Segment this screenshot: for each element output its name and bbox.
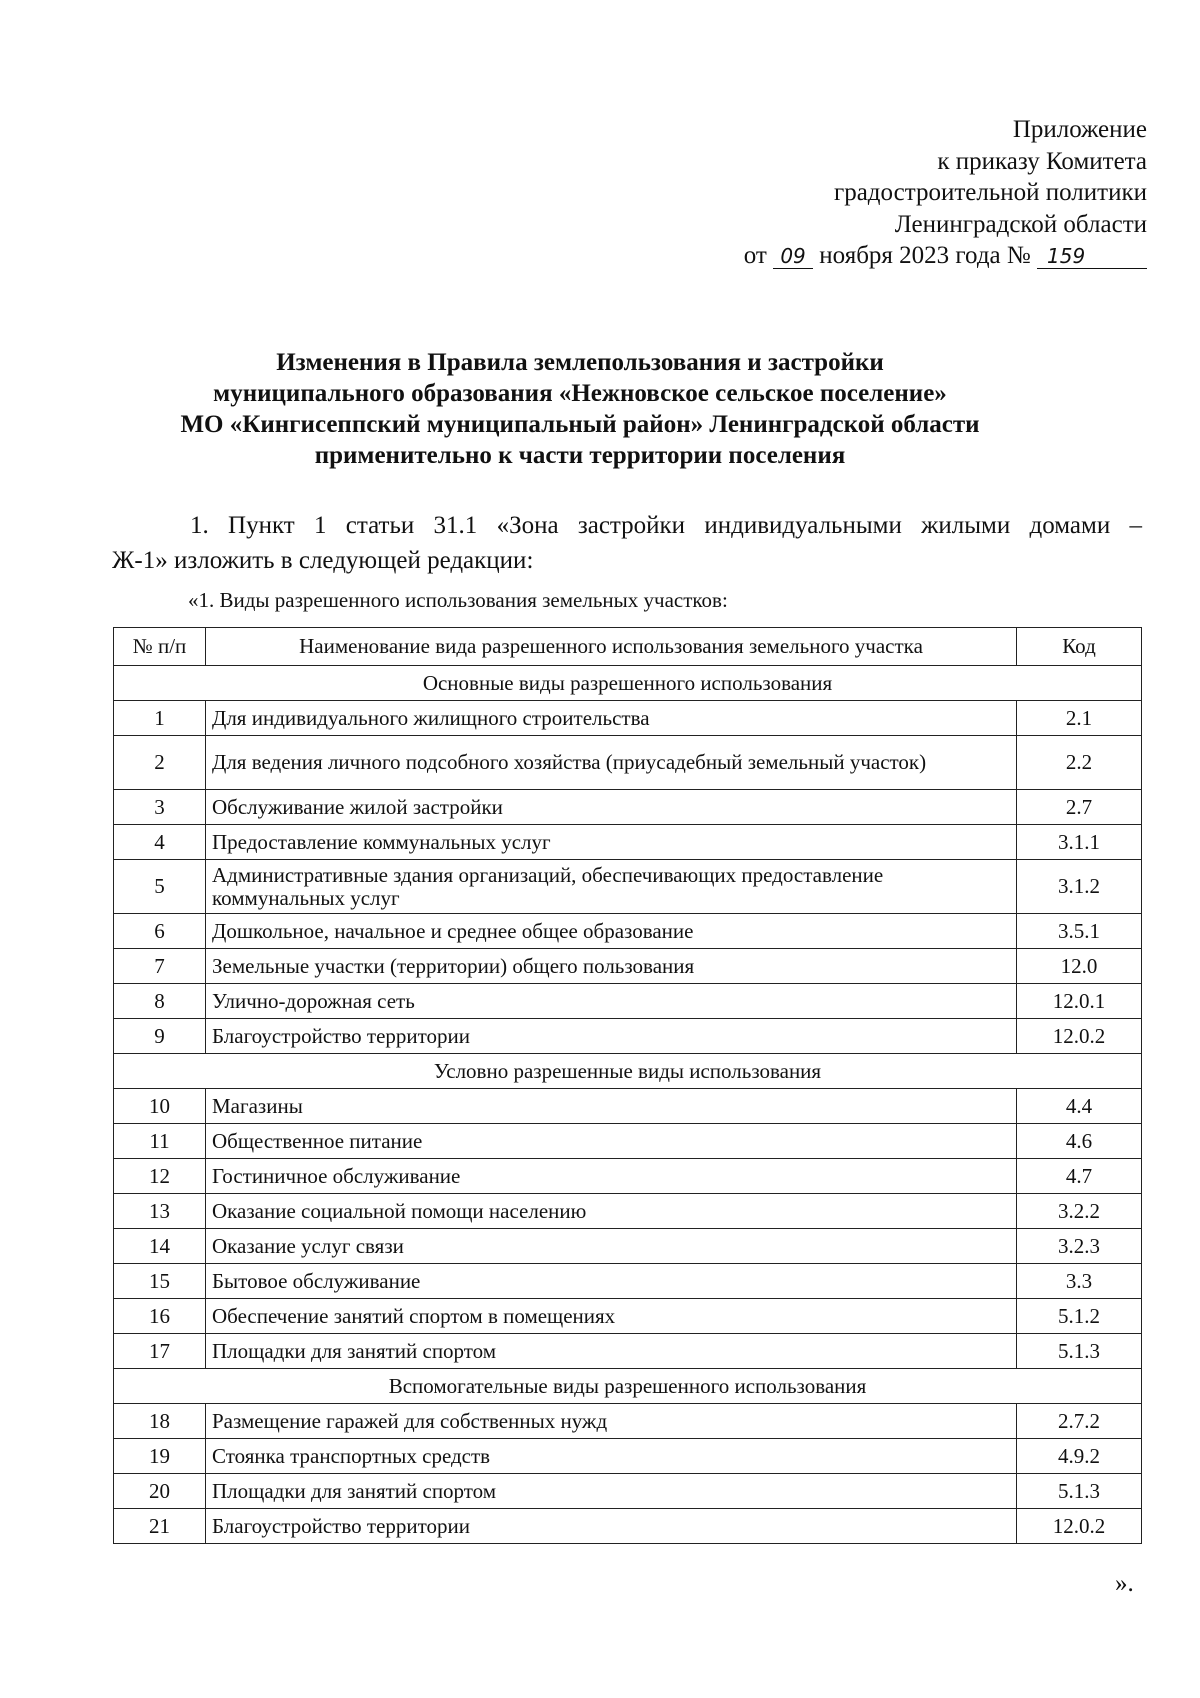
row-number: 8 xyxy=(114,984,206,1019)
land-use-table xyxy=(113,627,1142,1544)
row-code: 4.7 xyxy=(1017,1159,1142,1194)
date-rest: ноября 2023 года № xyxy=(819,242,1031,269)
row-name: Площадки для занятий спортом xyxy=(206,1474,1017,1509)
date-prefix: от xyxy=(743,242,767,269)
title-line-1: Изменения в Правила землепользования и застройки xyxy=(276,349,884,376)
row-name: Благоустройство территории xyxy=(206,1019,1017,1054)
table-row xyxy=(114,1124,1142,1159)
row-code: 2.2 xyxy=(1017,736,1142,790)
row-name: Для индивидуального жилищного строительства xyxy=(206,701,1017,736)
table-row xyxy=(114,1334,1142,1369)
row-code: 12.0.1 xyxy=(1017,984,1142,1019)
paragraph-1-line-1: 1. Пункт 1 статьи 31.1 «Зона застройки индивидуальными жилыми домами – xyxy=(190,512,1142,539)
row-name: Для ведения личного подсобного хозяйства (приусадебный земельный участок) xyxy=(206,736,1017,790)
table-row xyxy=(114,1019,1142,1054)
row-number: 6 xyxy=(114,914,206,949)
row-number: 16 xyxy=(114,1299,206,1334)
row-number: 14 xyxy=(114,1229,206,1264)
appendix-line-1: Приложение xyxy=(1012,116,1147,143)
row-name: Дошкольное, начальное и среднее общее образование xyxy=(206,914,1017,949)
appendix-line-2: к приказу Комитета xyxy=(937,147,1147,175)
table-row xyxy=(114,1159,1142,1194)
row-number: 15 xyxy=(114,1264,206,1299)
table-row xyxy=(114,1509,1142,1544)
table-row xyxy=(114,984,1142,1019)
row-code: 3.1.1 xyxy=(1017,825,1142,860)
row-name: Предоставление коммунальных услуг xyxy=(206,825,1017,860)
row-name: Оказание услуг связи xyxy=(206,1229,1017,1264)
row-number: 10 xyxy=(114,1089,206,1124)
row-code: 12.0.2 xyxy=(1017,1019,1142,1054)
section-row xyxy=(114,1369,1142,1404)
row-code: 3.2.3 xyxy=(1017,1229,1142,1264)
paragraph-1-line-2: Ж-1» изложить в следующей редакции: xyxy=(112,547,534,574)
closing-quote: ». xyxy=(1115,1570,1134,1597)
row-number: 12 xyxy=(114,1159,206,1194)
row-code: 4.9.2 xyxy=(1017,1439,1142,1474)
title-line-3: МО «Кингисеппский муниципальный район» Ленинградской области xyxy=(180,411,980,438)
row-name: Обеспечение занятий спортом в помещениях xyxy=(206,1299,1017,1334)
table-header-row xyxy=(114,628,1142,666)
row-name: Магазины xyxy=(206,1089,1017,1124)
order-number-handwritten: 159 xyxy=(1037,244,1147,269)
appendix-line-3: градостроительной политики xyxy=(833,179,1147,206)
row-number: 13 xyxy=(114,1194,206,1229)
table-row xyxy=(114,1404,1142,1439)
row-code: 3.1.2 xyxy=(1017,860,1142,914)
table-row xyxy=(114,914,1142,949)
row-number: 2 xyxy=(114,736,206,790)
row-name: Земельные участки (территории) общего пользования xyxy=(206,949,1017,984)
row-number: 1 xyxy=(114,701,206,736)
appendix-block xyxy=(744,114,1147,272)
row-number: 11 xyxy=(114,1124,206,1159)
row-number: 3 xyxy=(114,790,206,825)
row-code: 4.6 xyxy=(1017,1124,1142,1159)
table-row xyxy=(114,1089,1142,1124)
header-num: № п/п xyxy=(114,628,206,666)
row-number: 19 xyxy=(114,1439,206,1474)
table-row xyxy=(114,1474,1142,1509)
row-number: 4 xyxy=(114,825,206,860)
row-code: 3.3 xyxy=(1017,1264,1142,1299)
title-line-4: применительно к части территории поселения xyxy=(314,442,846,469)
row-name: Площадки для занятий спортом xyxy=(206,1334,1017,1369)
subparagraph-1: «1. Виды разрешенного использования земельных участков: xyxy=(188,588,728,612)
row-name: Обслуживание жилой застройки xyxy=(206,790,1017,825)
row-code: 3.2.2 xyxy=(1017,1194,1142,1229)
table-row xyxy=(114,1194,1142,1229)
row-number: 7 xyxy=(114,949,206,984)
appendix-line-4: Ленинградской области xyxy=(894,210,1147,238)
table-row xyxy=(114,949,1142,984)
section-row xyxy=(114,1054,1142,1089)
section-title: Вспомогательные виды разрешенного использования xyxy=(114,1369,1142,1404)
row-code: 5.1.2 xyxy=(1017,1299,1142,1334)
header-name: Наименование вида разрешенного использования земельного участка xyxy=(206,628,1017,666)
row-number: 5 xyxy=(114,860,206,914)
row-name: Оказание социальной помощи населению xyxy=(206,1194,1017,1229)
row-code: 4.4 xyxy=(1017,1089,1142,1124)
table-row xyxy=(114,701,1142,736)
table-row xyxy=(114,1299,1142,1334)
date-day-handwritten: 09 xyxy=(773,244,813,269)
row-name: Гостиничное обслуживание xyxy=(206,1159,1017,1194)
table-row xyxy=(114,736,1142,790)
row-code: 2.7.2 xyxy=(1017,1404,1142,1439)
table-row xyxy=(114,860,1142,914)
table-row xyxy=(114,825,1142,860)
row-number: 21 xyxy=(114,1509,206,1544)
header-code: Код xyxy=(1017,628,1142,666)
row-name: Стоянка транспортных средств xyxy=(206,1439,1017,1474)
row-name: Улично-дорожная сеть xyxy=(206,984,1017,1019)
row-number: 20 xyxy=(114,1474,206,1509)
row-code: 2.1 xyxy=(1017,701,1142,736)
appendix-date-line xyxy=(744,240,1147,272)
row-number: 17 xyxy=(114,1334,206,1369)
paragraph-1 xyxy=(112,508,1142,578)
row-name: Бытовое обслуживание xyxy=(206,1264,1017,1299)
row-number: 9 xyxy=(114,1019,206,1054)
row-code: 5.1.3 xyxy=(1017,1334,1142,1369)
table-row xyxy=(114,1229,1142,1264)
row-name: Благоустройство территории xyxy=(206,1509,1017,1544)
table-row xyxy=(114,1439,1142,1474)
section-title: Условно разрешенные виды использования xyxy=(114,1054,1142,1089)
table-body xyxy=(114,666,1142,1544)
title-line-2: муниципального образования «Нежновское сельское поселение» xyxy=(213,380,947,407)
row-number: 18 xyxy=(114,1404,206,1439)
section-row xyxy=(114,666,1142,701)
row-code: 5.1.3 xyxy=(1017,1474,1142,1509)
row-name: Размещение гаражей для собственных нужд xyxy=(206,1404,1017,1439)
row-name: Административные здания организаций, обеспечивающих предоставление коммунальных услуг xyxy=(206,860,1017,914)
row-code: 2.7 xyxy=(1017,790,1142,825)
table-row xyxy=(114,1264,1142,1299)
row-code: 12.0 xyxy=(1017,949,1142,984)
row-code: 12.0.2 xyxy=(1017,1509,1142,1544)
document-title xyxy=(0,347,1160,471)
table-row xyxy=(114,790,1142,825)
section-title: Основные виды разрешенного использования xyxy=(114,666,1142,701)
row-code: 3.5.1 xyxy=(1017,914,1142,949)
row-name: Общественное питание xyxy=(206,1124,1017,1159)
